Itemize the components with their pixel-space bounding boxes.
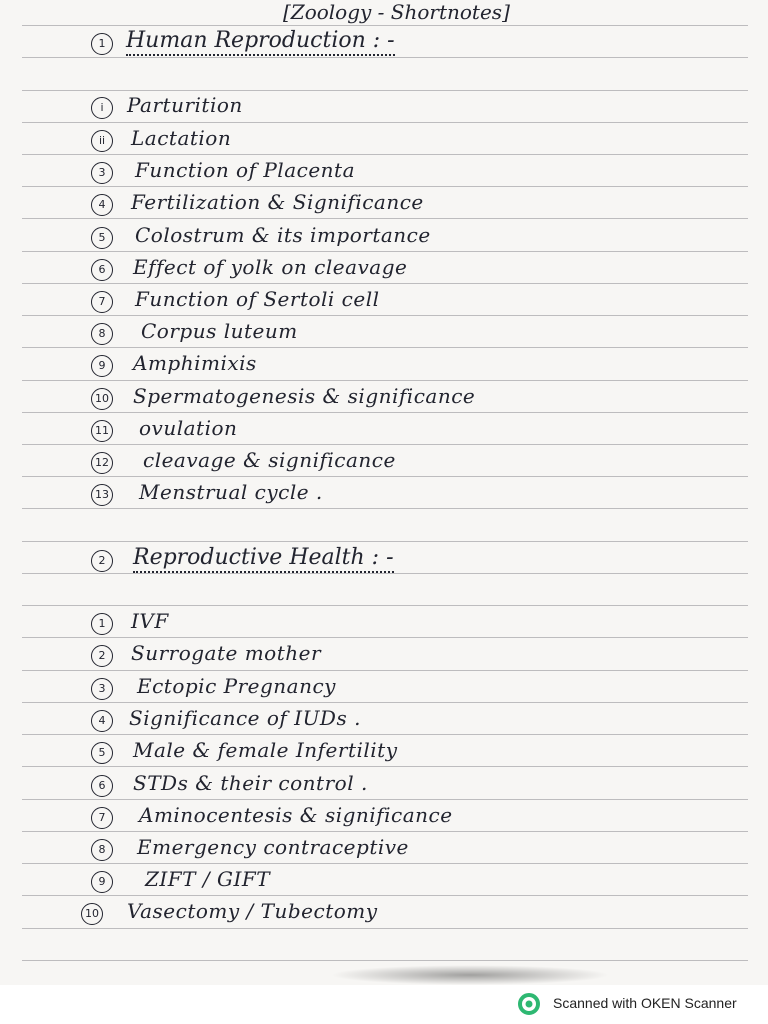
section-heading bbox=[126, 28, 395, 53]
section-heading bbox=[133, 545, 394, 570]
item-marker: 7 bbox=[91, 291, 113, 313]
list-item: Surrogate mother bbox=[131, 641, 322, 665]
ruled-line bbox=[22, 380, 748, 381]
item-marker: 4 bbox=[91, 194, 113, 216]
list-item: Significance of IUDs . bbox=[129, 706, 361, 730]
item-marker: 7 bbox=[91, 807, 113, 829]
ruled-line bbox=[22, 799, 748, 800]
item-marker: ii bbox=[91, 130, 113, 152]
ruled-line bbox=[22, 154, 748, 155]
list-item: Function of Sertoli cell bbox=[135, 287, 380, 311]
scanner-watermark-text: Scanned with OKEN Scanner bbox=[553, 995, 737, 1011]
item-marker: 1 bbox=[91, 613, 113, 635]
ruled-line bbox=[22, 573, 748, 574]
ruled-line bbox=[22, 476, 748, 477]
list-item: Parturition bbox=[127, 93, 243, 117]
item-marker: 3 bbox=[91, 162, 113, 184]
ruled-line bbox=[22, 25, 748, 26]
list-item: Amphimixis bbox=[133, 351, 257, 375]
ruled-line bbox=[22, 895, 748, 896]
list-item: ZIFT / GIFT bbox=[145, 867, 271, 891]
ruled-line bbox=[22, 444, 748, 445]
ruled-line bbox=[22, 670, 748, 671]
list-item: Ectopic Pregnancy bbox=[137, 674, 336, 698]
item-marker: 6 bbox=[91, 775, 113, 797]
ruled-line bbox=[22, 122, 748, 123]
item-marker: 5 bbox=[91, 227, 113, 249]
scan-shadow bbox=[330, 965, 610, 985]
list-item: Corpus luteum bbox=[141, 319, 298, 343]
item-marker: 13 bbox=[91, 484, 113, 506]
list-item: cleavage & significance bbox=[143, 448, 396, 472]
list-item: Spermatogenesis & significance bbox=[133, 384, 476, 408]
ruled-line bbox=[22, 637, 748, 638]
item-marker: 3 bbox=[91, 678, 113, 700]
ruled-line bbox=[22, 541, 748, 542]
ruled-line bbox=[22, 702, 748, 703]
ruled-line bbox=[22, 315, 748, 316]
ruled-line bbox=[22, 347, 748, 348]
item-marker: 4 bbox=[91, 710, 113, 732]
item-marker: 5 bbox=[91, 742, 113, 764]
ruled-line bbox=[22, 57, 748, 58]
page-title: [Zoology - Shortnotes] bbox=[283, 0, 510, 24]
ruled-line bbox=[22, 283, 748, 284]
ruled-line bbox=[22, 766, 748, 767]
section-number-badge: 2 bbox=[91, 550, 113, 572]
ruled-line bbox=[22, 605, 748, 606]
oken-scanner-logo-icon bbox=[517, 992, 541, 1016]
list-item: Colostrum & its importance bbox=[135, 223, 431, 247]
section-number-badge: 1 bbox=[91, 33, 113, 55]
ruled-line bbox=[22, 90, 748, 91]
list-item: ovulation bbox=[139, 416, 238, 440]
item-marker: i bbox=[91, 97, 113, 119]
section-heading-text: Reproductive Health : - bbox=[133, 545, 394, 570]
list-item: STDs & their control . bbox=[133, 771, 368, 795]
list-item: Aminocentesis & significance bbox=[139, 803, 453, 827]
list-item: Vasectomy / Tubectomy bbox=[127, 899, 378, 923]
list-item: IVF bbox=[131, 609, 169, 633]
item-marker: 12 bbox=[91, 452, 113, 474]
item-marker: 8 bbox=[91, 839, 113, 861]
ruled-line bbox=[22, 928, 748, 929]
list-item: Fertilization & Significance bbox=[131, 190, 424, 214]
list-item: Function of Placenta bbox=[135, 158, 356, 182]
item-marker: 6 bbox=[91, 259, 113, 281]
section-heading-text: Human Reproduction : - bbox=[126, 28, 395, 53]
item-marker: 9 bbox=[91, 871, 113, 893]
list-item: Male & female Infertility bbox=[133, 738, 398, 762]
ruled-line bbox=[22, 251, 748, 252]
ruled-line bbox=[22, 831, 748, 832]
ruled-line bbox=[22, 508, 748, 509]
list-item: Effect of yolk on cleavage bbox=[133, 255, 408, 279]
ruled-line bbox=[22, 734, 748, 735]
item-marker: 9 bbox=[91, 355, 113, 377]
list-item: Menstrual cycle . bbox=[139, 480, 323, 504]
item-marker: 11 bbox=[91, 420, 113, 442]
list-item: Lactation bbox=[131, 126, 232, 150]
item-marker: 2 bbox=[91, 645, 113, 667]
item-marker: 10 bbox=[91, 388, 113, 410]
ruled-line bbox=[22, 412, 748, 413]
scanner-footer bbox=[0, 985, 768, 1024]
ruled-line bbox=[22, 960, 748, 961]
ruled-line bbox=[22, 186, 748, 187]
ruled-line bbox=[22, 863, 748, 864]
item-marker: 8 bbox=[91, 323, 113, 345]
item-marker: 10 bbox=[81, 903, 103, 925]
list-item: Emergency contraceptive bbox=[137, 835, 409, 859]
ruled-line bbox=[22, 218, 748, 219]
